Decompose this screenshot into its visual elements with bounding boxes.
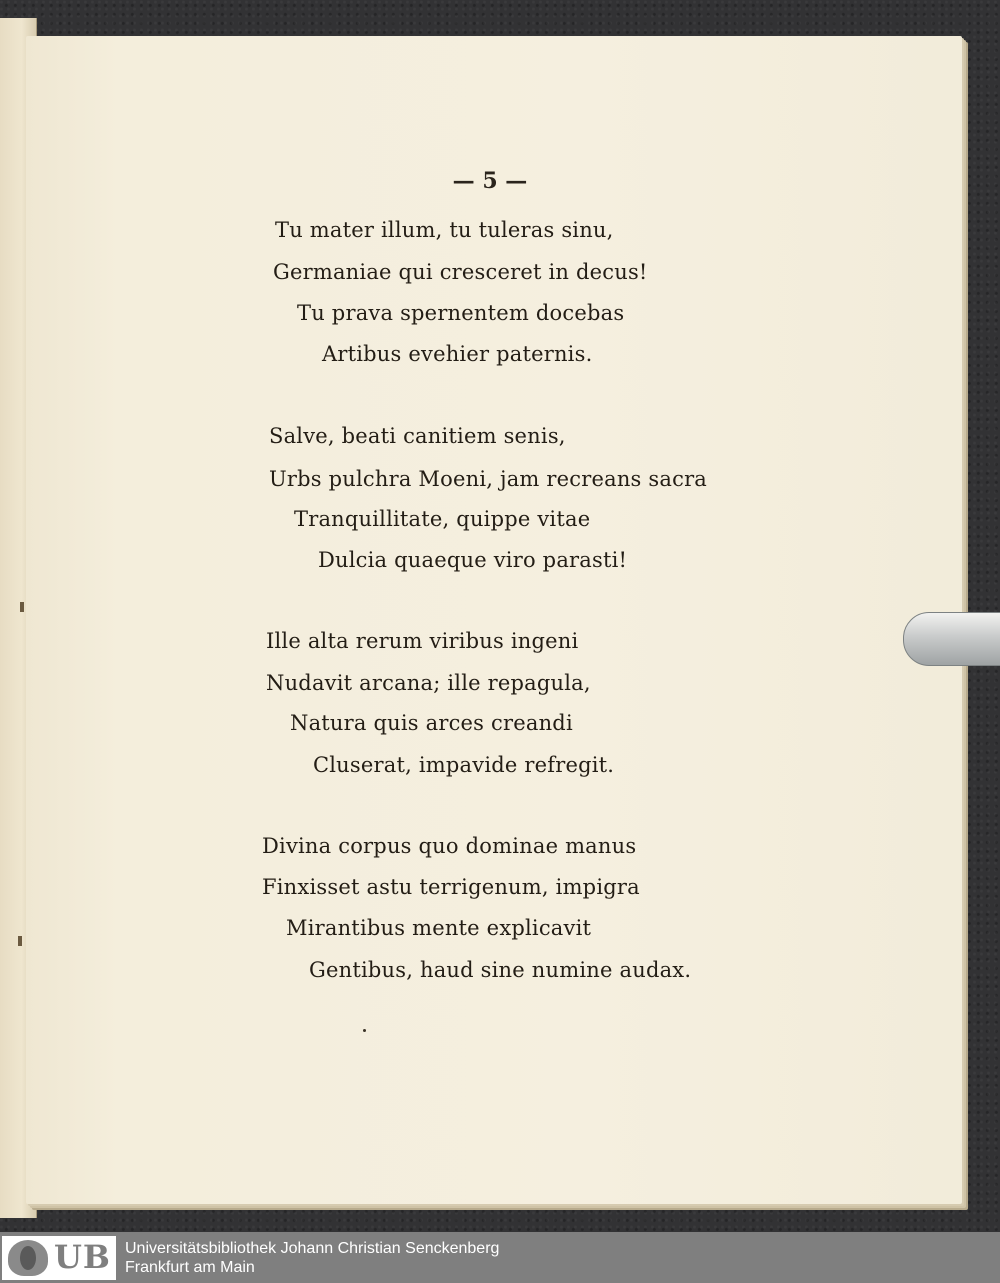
library-city-line: Frankfurt am Main bbox=[125, 1259, 255, 1276]
verse-line: Cluserat, impavide refregit. bbox=[313, 753, 615, 777]
verse-line: Nudavit arcana; ille repagula, bbox=[266, 671, 591, 695]
ub-logo-text: UB bbox=[54, 1238, 111, 1276]
verse-line: Artibus evehier paternis. bbox=[322, 342, 593, 366]
verse-line: Gentibus, haud sine numine audax. bbox=[309, 958, 692, 982]
verse-line: Tranquillitate, quippe vitae bbox=[294, 507, 591, 531]
verse-line: Tu prava spernentem docebas bbox=[297, 301, 625, 325]
page-mark bbox=[20, 602, 24, 612]
library-name-line: Universitätsbibliothek Johann Christian Senckenberg bbox=[125, 1240, 500, 1257]
ub-logo[interactable] bbox=[2, 1236, 116, 1280]
portrait-icon bbox=[8, 1240, 48, 1276]
page-clip bbox=[903, 612, 1000, 666]
library-footer bbox=[0, 1232, 1000, 1283]
verse-line: Mirantibus mente explicavit bbox=[286, 916, 592, 940]
page-number: — 5 — bbox=[452, 168, 528, 194]
library-name bbox=[125, 1239, 499, 1277]
verse-line: Natura quis arces creandi bbox=[290, 711, 573, 735]
printer-mark bbox=[363, 1029, 366, 1032]
verse-line: Tu mater illum, tu tuleras sinu, bbox=[275, 218, 614, 242]
book-page bbox=[26, 36, 962, 1204]
verse-line: Salve, beati canitiem senis, bbox=[269, 424, 566, 448]
verse-line: Finxisset astu terrigenum, impigra bbox=[262, 875, 640, 899]
verse-line: Divina corpus quo dominae manus bbox=[262, 834, 637, 858]
verse-line: Germaniae qui cresceret in decus! bbox=[273, 260, 648, 284]
verse-line: Dulcia quaeque viro parasti! bbox=[318, 548, 628, 572]
verse-line: Urbs pulchra Moeni, jam recreans sacra bbox=[269, 467, 708, 491]
verse-line: Ille alta rerum viribus ingeni bbox=[266, 629, 579, 653]
page-mark bbox=[18, 936, 22, 946]
